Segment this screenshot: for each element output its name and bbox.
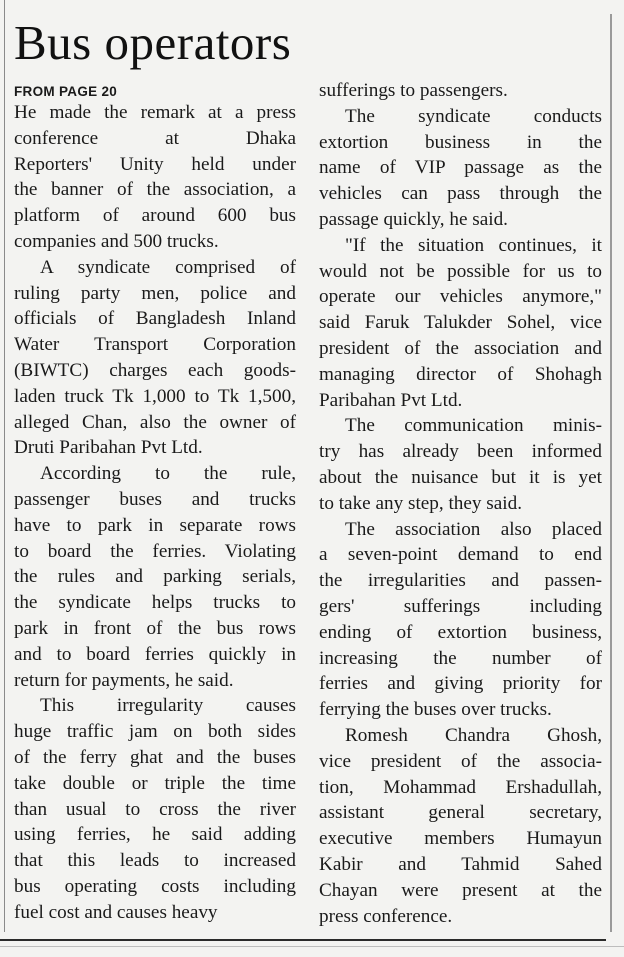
text-line: executive members Humayun [319,828,602,850]
text-line: vehicles can pass through the [319,183,602,205]
text-line: "If the situation continues, it [345,234,602,256]
text-line: He made the remark at a press [14,102,296,123]
text-line: to board the ferries. Violating [14,540,296,562]
text-line: The syndicate conducts [345,105,602,127]
text-line: Paribahan Pvt Ltd. [319,389,463,411]
text-line: the irregularities and passen- [319,570,602,592]
text-line: and to board ferries quickly in [14,643,296,665]
text-line: laden truck Tk 1,000 to Tk 1,500, [14,385,296,407]
text-line: than usual to cross the river [14,798,296,820]
headline: Bus operators [14,15,292,70]
text-line: Druti Paribahan Pvt Ltd. [14,437,203,459]
text-line: name of VIP passage as the [319,157,602,179]
right-column-text [319,78,602,929]
text-line: alleged Chan, also the owner of [14,411,296,433]
text-line: ruling party men, police and [14,282,296,304]
text-line: vice president of the associa- [319,750,602,772]
text-line: a seven-point demand to end [319,544,602,566]
text-line: huge traffic jam on both sides [14,721,296,743]
column-rule-left [4,0,5,932]
text-line: passage quickly, he said. [319,208,508,230]
text-line: that this leads to increased [14,850,296,872]
text-line: assistant general secretary, [319,802,602,824]
text-line: the syndicate helps trucks to [14,592,296,614]
text-line: A syndicate comprised of [40,256,296,278]
text-line: said Faruk Talukder Sohel, vice [319,312,602,334]
left-column [14,84,296,926]
text-line: the rules and parking serials, [14,566,296,588]
text-line: managing director of Shohagh [319,363,602,385]
text-line: The communication minis- [345,415,602,437]
text-line: press conference. [319,905,453,927]
bottom-rule-thin [0,946,624,947]
text-line: tion, Mohammad Ershadullah, [319,776,602,798]
text-line: According to the rule, [40,463,296,485]
text-line: conference at Dhaka [14,127,296,149]
text-line: take double or triple the time [14,772,296,794]
text-line: fuel cost and causes heavy [14,901,218,923]
text-line: about the nuisance but it is yet [319,466,602,488]
text-line: using ferries, he said adding [14,824,296,846]
text-line: bus operating costs including [14,875,296,897]
text-line: The association also placed [345,518,602,540]
kicker: FROM PAGE 20 [14,84,118,99]
left-column-text [14,100,296,926]
text-line: Romesh Chandra Ghosh, [345,724,602,746]
text-line: Chayan were present at the [319,879,602,901]
text-line: to take any step, they said. [319,492,523,514]
text-line: gers' sufferings including [319,595,602,617]
text-line: This irregularity causes [40,695,296,717]
text-line: ending of extortion business, [319,621,602,643]
text-line: (BIWTC) charges each goods- [14,359,296,381]
text-line: officials of Bangladesh Inland [14,308,296,330]
text-line: platform of around 600 bus [14,205,296,227]
text-line: ferries and giving priority for [319,673,602,695]
text-line: Water Transport Corporation [14,334,296,356]
right-column [319,80,602,929]
text-line: would not be possible for us to [319,260,602,282]
text-line: companies and 500 trucks. [14,230,219,252]
text-line: operate our vehicles anymore," [319,286,602,308]
text-line: return for payments, he said. [14,669,234,691]
bottom-rule [0,939,606,941]
text-line: try has already been informed [319,441,602,463]
text-line: park in front of the bus rows [14,617,296,639]
text-line: sufferings to passengers. [319,80,508,101]
text-line: extortion business in the [319,131,602,153]
text-line: have to park in separate rows [14,514,296,536]
text-line: ferrying the buses over trucks. [319,699,552,721]
text-line: increasing the number of [319,647,602,669]
column-rule-right [610,14,612,932]
text-line: president of the association and [319,337,602,359]
text-line: the banner of the association, a [14,179,296,201]
text-line: Kabir and Tahmid Sahed [319,853,602,875]
text-line: of the ferry ghat and the buses [14,746,296,768]
text-line: passenger buses and trucks [14,488,296,510]
text-line: Reporters' Unity held under [14,153,296,175]
